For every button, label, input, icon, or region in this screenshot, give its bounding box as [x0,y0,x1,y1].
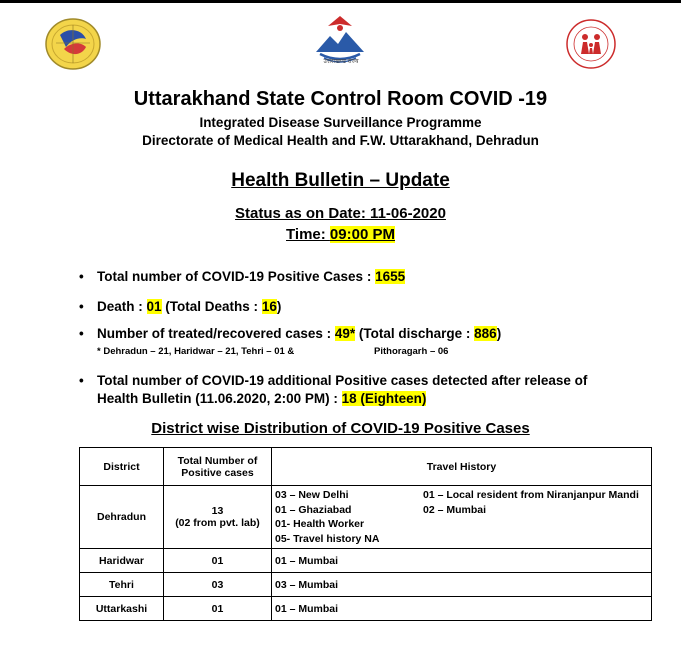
additional-line2-wrap [97,391,426,406]
count-cell: 01 [164,549,272,573]
district-table [79,447,652,621]
page-title: Uttarakhand State Control Room COVID -19 [133,88,548,110]
header-travel-history: Travel History [272,448,652,486]
travel-cell: 01 – Mumbai [272,597,652,621]
recovered-note-right: Pithoragarh – 06 [374,346,449,357]
total-deaths-close: ) [276,299,282,314]
additional-line2: Health Bulletin (11.06.2020, 2:00 PM) : [97,391,342,406]
death-label: Death : [97,299,147,314]
bullet-dot-icon: • [79,269,84,284]
travel-cell: 03 – Mumbai [272,573,652,597]
count-cell: 01 [164,597,272,621]
recovered-note-left: * Dehradun – 21, Haridwar – 21, Tehri – 01 & [97,346,295,357]
travel-item: 03 – New Delhi [275,489,349,501]
recovered-label: Number of treated/recovered cases : [97,326,335,341]
status-date: Status as on Date: 11-06-2020 [235,205,446,222]
discharge-value: 886 [474,326,497,341]
travel-col-left [275,488,423,546]
national-health-mission-logo-icon [565,18,617,70]
discharge-close: ) [496,326,502,341]
additional-value: 18 (Eighteen) [341,391,427,406]
travel-col-right [423,488,639,546]
header-district: District [80,448,164,486]
count-cell [164,486,272,549]
time-value: 09:00 PM [329,226,395,243]
travel-item: 05- Travel history NA [275,532,380,545]
count-note: (02 from pvt. lab) [175,517,260,529]
death-value: 01 [146,299,162,314]
bullet-positive-cases [79,269,405,284]
district-cell: Uttarkashi [80,597,164,621]
travel-grid [275,488,648,546]
programme-subtitle: Integrated Disease Surveillance Programme [199,115,482,130]
travel-item: 01- Health Worker [275,518,365,530]
ids-program-logo-icon [44,17,102,71]
bullet-dot-icon: • [79,326,84,341]
bullet-dot-icon: • [79,373,84,388]
header-positive-line1: Total Number of [177,454,258,467]
bullet-recovered [79,326,501,341]
table-row [80,549,652,573]
status-time [0,226,681,243]
top-border [0,0,681,3]
travel-item: 01 – Local resident from Niranjanpur Mandi [423,489,639,501]
header-positive-line2: Positive cases [181,466,254,479]
bullet-dot-icon: • [79,299,84,314]
table-row [80,486,652,549]
table-row [80,573,652,597]
bullet-deaths [79,299,281,314]
district-cell: Haridwar [80,549,164,573]
travel-cell [272,486,652,549]
total-deaths-value: 16 [261,299,277,314]
travel-item: 01 – Ghaziabad [275,503,352,516]
count-value: 13 [211,505,224,517]
total-deaths-label: (Total Deaths : [161,299,262,314]
district-cell: Tehri [80,573,164,597]
count-cell: 03 [164,573,272,597]
directorate-subtitle: Directorate of Medical Health and F.W. Uttarakhand, Dehradun [142,133,539,148]
table-row [80,597,652,621]
emblem-caption: उत्तराखण्ड राज्य [323,59,359,65]
travel-cell: 01 – Mumbai [272,549,652,573]
district-table-title: District wise Distribution of COVID-19 Positive Cases [151,420,530,437]
positive-value: 1655 [375,269,406,284]
travel-item: 02 – Mumbai [423,503,487,516]
district-cell: Dehradun [80,486,164,549]
bullet-additional-cases [79,373,587,388]
bulletin-title: Health Bulletin – Update [231,170,450,191]
positive-label: Total number of COVID-19 Positive Cases : [97,269,376,284]
header-positive-cases [164,448,272,486]
additional-line1: Total number of COVID-19 additional Positive cases detected after release of [97,373,588,388]
time-label: Time: [286,226,330,243]
discharge-label: (Total discharge : [355,326,475,341]
table-header-row [80,448,652,486]
recovered-value: 49* [334,326,356,341]
